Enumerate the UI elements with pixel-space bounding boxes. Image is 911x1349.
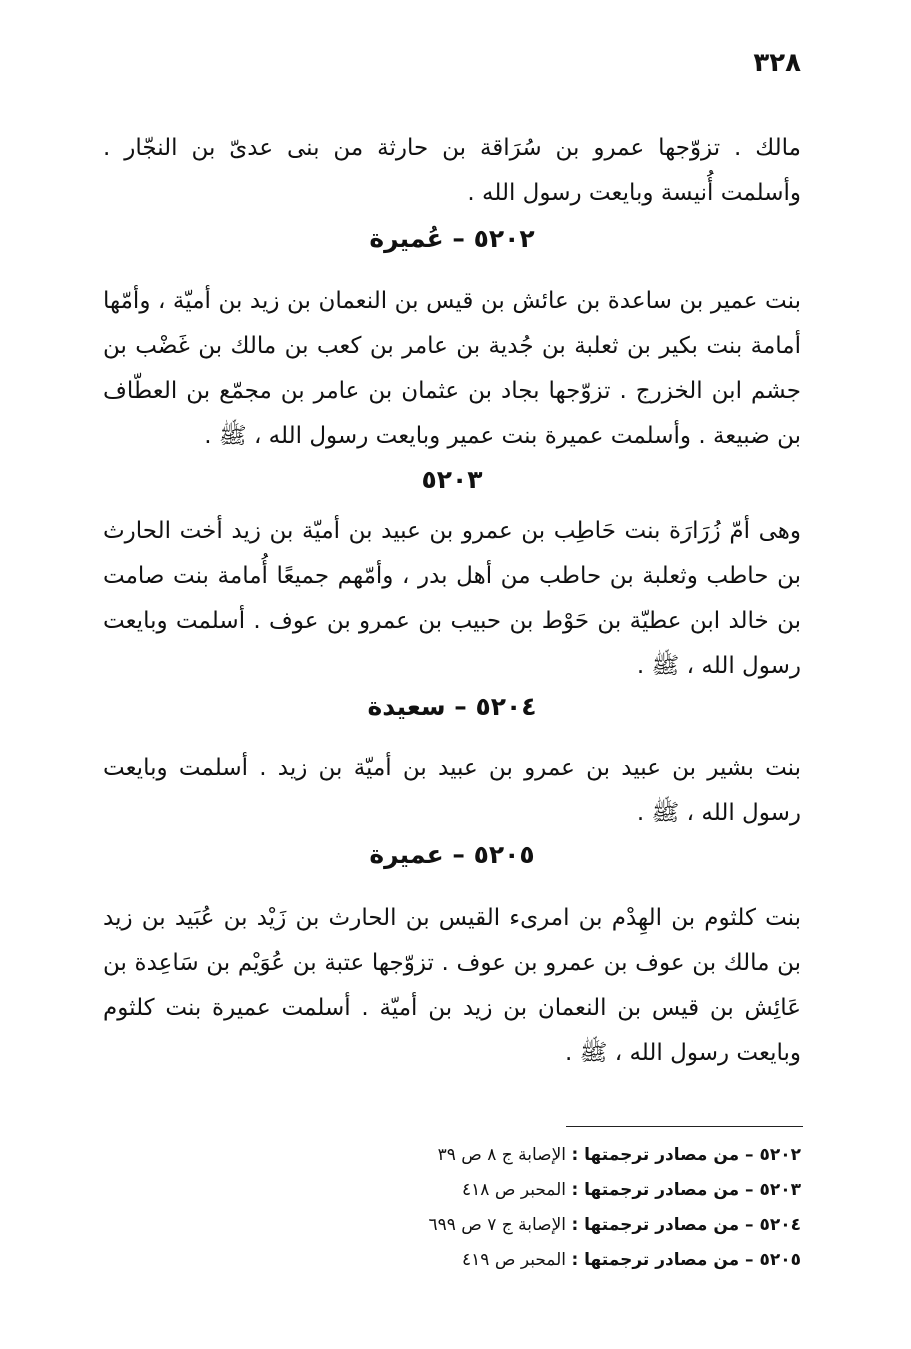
entry-heading-5204: ٥٢٠٤ – سعيدة <box>367 692 537 721</box>
footnote-label: – من مصادر ترجمتها : <box>571 1145 760 1165</box>
entry-heading-5202: ٥٢٠٢ – عُميرة <box>369 224 535 253</box>
entry-text-5203: وهى أمّ زُرَارَة بنت حَاطِب بن عمرو بن عبيد بن أميّة بن زيد أخت الحارث بن حاطب وثعلبة بن حاطب من أهل بدر ، وأمّهم جميعًا أُمامة بنت صامت بن خالد ابن عطيّة بن حَوْط بن حبيب بن عمرو بن عوف . أسلمت وبايعت رسول الله ، ﷺ . <box>103 518 801 679</box>
footnote-label: – من مصادر ترجمتها : <box>571 1250 760 1270</box>
footnote-label: – من مصادر ترجمتها : <box>571 1215 760 1235</box>
entry-text-5205: بنت كلثوم بن الهِدْم بن امرىء القيس بن الحارث بن زَيْد بن عُبَيد بن زيد بن مالك بن عوف بن عمرو بن عوف . تزوّجها عتبة بن عُوَيْم بن سَاعِدة بن عَائِش بن قيس بن النعمان بن زيد بن أميّة . أسلمت عميرة بنت كلثوم وبايعت رسول الله ، ﷺ . <box>103 905 801 1066</box>
footnote-divider <box>566 1126 803 1127</box>
footnote-source: الإصابة ج ٧ ص ٦٩٩ <box>428 1215 572 1235</box>
footnote-5202 <box>301 1138 801 1173</box>
footnote-id: ٥٢٠٢ <box>759 1145 801 1165</box>
footnote-source: المحبر ص ٤١٩ <box>462 1250 572 1270</box>
footnote-5204 <box>301 1208 801 1243</box>
footnote-id: ٥٢٠٣ <box>759 1180 801 1200</box>
page-number: ٣٢٨ <box>753 48 801 78</box>
footnotes <box>301 1138 801 1278</box>
entry-text-5202: بنت عمير بن ساعدة بن عائش بن قيس بن النعمان بن زيد بن أميّة ، وأمّها أمامة بنت بكير بن ثعلبة بن جُدية بن عامر بن كعب بن مالك بن غَضْب بن جشم ابن الخزرج . تزوّجها بجاد بن عثمان بن عامر بن مجمّع بن العطّاف بن ضبيعة . وأسلمت عميرة بنت عمير وبايعت رسول الله ، ﷺ . <box>103 288 801 449</box>
footnote-id: ٥٢٠٤ <box>759 1215 801 1235</box>
entry-heading-5203: ٥٢٠٣ <box>421 465 483 494</box>
entry-text-5204: بنت بشير بن عبيد بن عمرو بن عبيد بن أميّة بن زيد . أسلمت وبايعت رسول الله ، ﷺ . <box>103 755 801 826</box>
footnote-source: المحبر ص ٤١٨ <box>462 1180 572 1200</box>
footnote-5203 <box>301 1173 801 1208</box>
footnote-label: – من مصادر ترجمتها : <box>571 1180 760 1200</box>
footnote-source: الإصابة ج ٨ ص ٣٩ <box>437 1145 572 1165</box>
intro-paragraph: مالك . تزوّجها عمرو بن سُرَاقة بن حارثة من بنى عدىّ بن النجّار . وأسلمت أُنيسة وبايعت رسول الله . <box>103 135 801 206</box>
footnote-5205 <box>301 1243 801 1278</box>
footnote-id: ٥٢٠٥ <box>759 1250 801 1270</box>
entry-heading-5205: ٥٢٠٥ – عميرة <box>369 840 535 869</box>
